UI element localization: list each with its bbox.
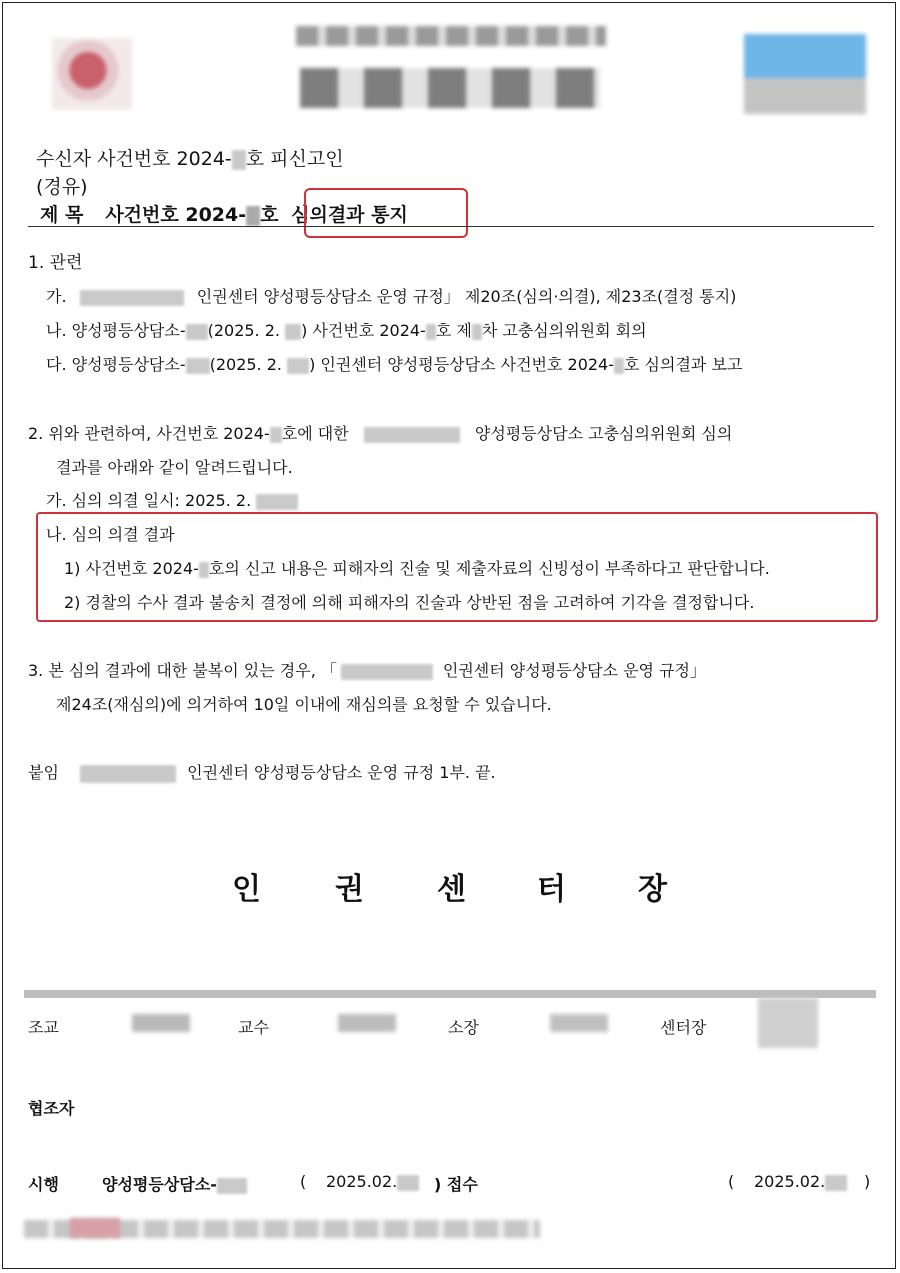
approval-center-head-signature (758, 998, 818, 1048)
recipient-via: (경유) (36, 176, 88, 198)
recipient-text: 수신자 사건번호 2024- (36, 148, 232, 170)
section1-da-text2: 호 심의결과 보고 (624, 355, 743, 374)
redaction (199, 562, 209, 578)
section3-line1 (28, 658, 706, 681)
section1-ga (46, 284, 736, 307)
redaction (614, 358, 624, 374)
section2-item2: 2) 경찰의 수사 결과 불송치 결정에 의해 피해자의 진술과 상반된 점을 고려하여 기각을 결정합니다. (64, 593, 755, 612)
footer-enforce-org-text: 양성평등상담소- (102, 1175, 217, 1194)
footer-enforce-open: ( (300, 1172, 307, 1191)
redaction (472, 324, 482, 340)
section1-na-text3: 차 고충심의위원회 회의 (481, 321, 647, 340)
signature-char: 권 (335, 872, 366, 907)
section2-text-c: 양성평등상담소 고충심의위원회 심의 (474, 424, 733, 443)
section1-da-date: (2025. 2. (209, 355, 282, 374)
section2-item1-a: 1) 사건번호 2024- (64, 559, 199, 578)
section2-text-a: 2. 위와 관련하여, 사건번호 2024- (28, 424, 270, 443)
section2-line1 (28, 421, 732, 444)
footer-enforce-label: 시행 (28, 1175, 59, 1194)
section1-heading: 1. 관련 (28, 253, 83, 273)
section3-line2: 제24조(재심의)에 의거하여 10일 이내에 재심의를 요청할 수 있습니다. (56, 695, 552, 714)
section2-ga (46, 488, 298, 511)
signature-char: 터 (537, 872, 568, 907)
redaction (341, 664, 433, 680)
section2-text-b: 호에 대한 (281, 424, 349, 443)
section3-text-b: 인권센터 양성평등상담소 운영 규정」 (442, 661, 706, 680)
approval-director-signature (550, 1014, 608, 1032)
section1-na-date: (2025. 2. (207, 321, 280, 340)
section1-da-prefix: 다. 양성평등상담소- (46, 355, 186, 374)
redaction (246, 206, 260, 226)
footer-receipt-date-text: 2025.02. (754, 1172, 826, 1191)
attachment-label: 붙임 (28, 763, 59, 782)
redaction (80, 290, 184, 306)
recipient-tail: 호 피신고인 (245, 148, 344, 170)
redaction (287, 358, 309, 374)
redaction (364, 427, 460, 443)
signature-char: 센 (437, 872, 468, 907)
section1-ga-prefix: 가. (46, 287, 67, 306)
subject-highlight-box (304, 188, 468, 238)
section1-na (46, 318, 647, 341)
signature-char: 인 (232, 872, 263, 907)
section3-text-a: 3. 본 심의 결과에 대한 불복이 있는 경우, 「 (28, 661, 337, 680)
section2-line2: 결과를 아래와 같이 알려드립니다. (56, 458, 293, 477)
approval-assistant-signature (132, 1014, 190, 1032)
section1-na-text2: 호 제 (435, 321, 472, 340)
footer-receipt-date (754, 1172, 847, 1191)
redaction (270, 427, 282, 443)
attachment-line (28, 760, 496, 783)
redaction (217, 1178, 247, 1194)
footer-receipt-open: ( (728, 1172, 735, 1191)
section1-ga-text: 인권센터 양성평등상담소 운영 규정」 제20조(심의·의결), 제23조(결정 통지) (196, 287, 737, 306)
redaction (186, 324, 208, 340)
section1-na-text1: ) 사건번호 2024- (301, 321, 426, 340)
section1-na-prefix: 나. 양성평등상담소- (46, 321, 186, 340)
header-title-block (300, 68, 600, 108)
subject-prefix: 사건번호 2024- (105, 204, 247, 226)
approval-professor-label: 교수 (238, 1018, 269, 1037)
approval-director-label: 소장 (448, 1018, 479, 1037)
footer-receipt-close: ) (864, 1172, 871, 1191)
footer-logo (70, 1218, 120, 1238)
attachment-text: 인권센터 양성평등상담소 운영 규정 1부. 끝. (187, 763, 496, 782)
redaction (232, 150, 246, 170)
section1-da-text1: ) 인권센터 양성평등상담소 사건번호 2024- (309, 355, 615, 374)
footer-enforce-org (102, 1172, 247, 1195)
subject-ho: 호 (260, 204, 279, 226)
redaction (397, 1175, 419, 1191)
section2-ga-text: 가. 심의 의결 일시: 2025. 2. (46, 491, 252, 510)
section2-item1 (64, 556, 770, 579)
approval-center-head-label: 센터장 (660, 1018, 707, 1037)
redaction (256, 494, 298, 510)
approval-professor-signature (338, 1014, 396, 1032)
redaction (80, 765, 176, 783)
footer-enforce-date (326, 1172, 419, 1191)
section2-item1-b: 호의 신고 내용은 피해자의 진술 및 제출자료의 신빙성이 부족하다고 판단합니다. (208, 559, 770, 578)
subject-highlight: 심의결과 통지 (291, 204, 408, 226)
redaction (285, 324, 301, 340)
subject-label: 제 목 (40, 204, 84, 226)
redaction (426, 324, 436, 340)
recipient-line (36, 144, 344, 171)
cooperation-label: 협조자 (28, 1099, 75, 1118)
subject-divider (28, 226, 874, 227)
approval-divider (24, 990, 876, 998)
signature-char: 장 (638, 872, 669, 907)
header-org-name (296, 26, 606, 46)
redaction (186, 358, 210, 374)
redaction (825, 1175, 847, 1191)
section2-na-title: 나. 심의 의결 결과 (46, 525, 175, 544)
footer-enforce-date-text: 2025.02. (326, 1172, 398, 1191)
approval-assistant-label: 조교 (28, 1018, 59, 1037)
footer-receipt-label: ) 접수 (434, 1175, 478, 1194)
header-logo-right (744, 34, 866, 114)
section1-da (46, 352, 742, 375)
header-logo-left (52, 38, 132, 110)
